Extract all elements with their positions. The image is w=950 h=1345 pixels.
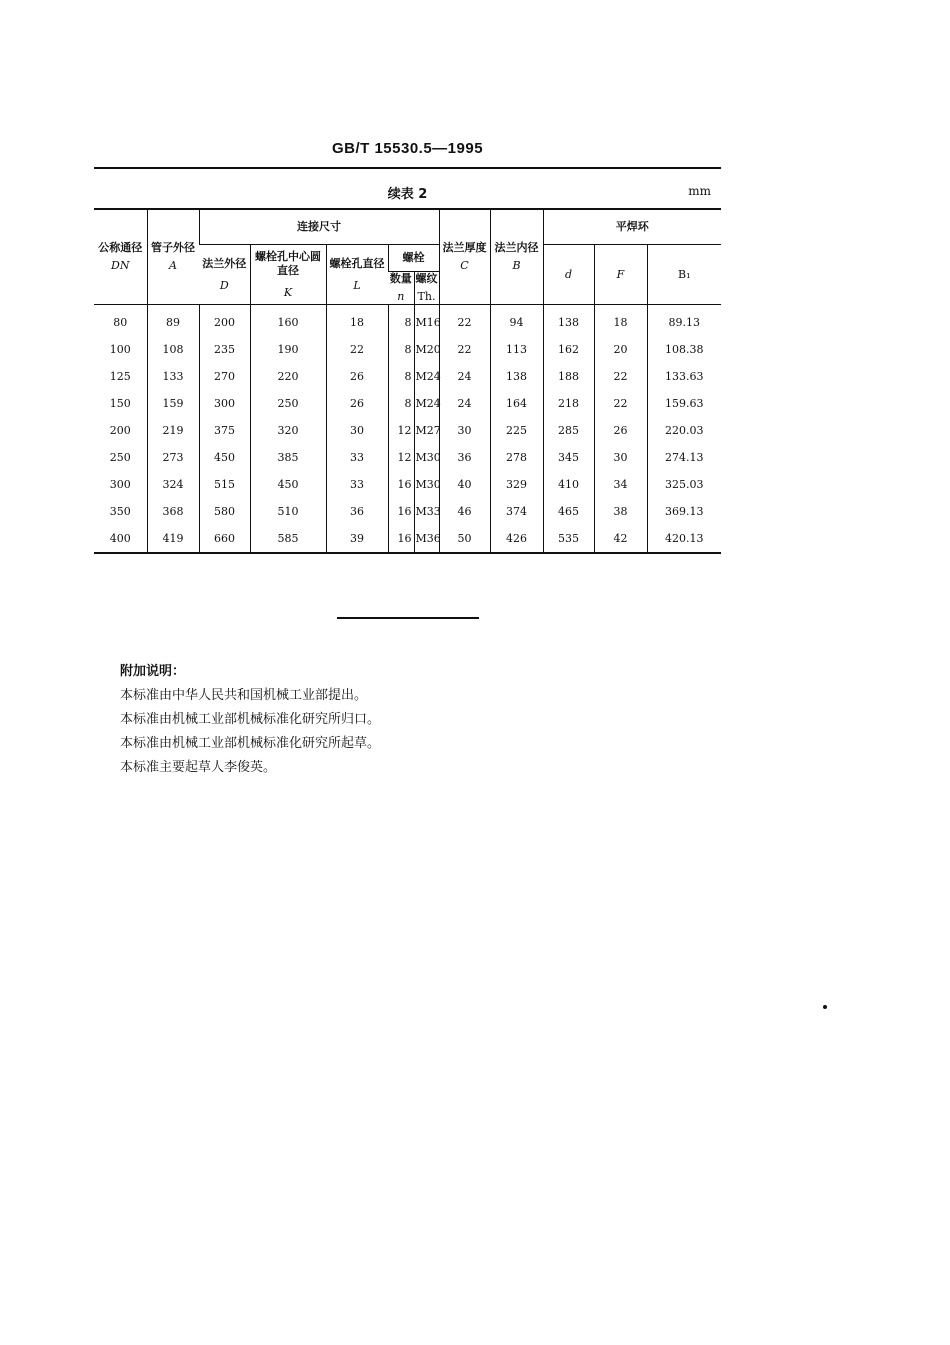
table-cell: 22	[326, 336, 388, 363]
header-flange-id: 法兰内径 B	[490, 209, 543, 305]
table-cell: M24	[414, 363, 439, 390]
table-cell: 324	[147, 471, 199, 498]
table-cell: 368	[147, 498, 199, 525]
table-cell: 138	[490, 363, 543, 390]
table-caption-title: 续表 2	[387, 187, 428, 202]
table-cell: 465	[543, 498, 594, 525]
table-cell: 159.63	[647, 390, 721, 417]
additional-notes	[120, 660, 620, 780]
table-cell: 22	[594, 390, 647, 417]
note-line: 本标准由机械工业部机械标准化研究所归口。	[120, 712, 381, 727]
table-cell: 510	[250, 498, 326, 525]
table-cell: 30	[594, 444, 647, 471]
table-cell: 89.13	[647, 305, 721, 337]
header-flange-thickness: 法兰厚度 C	[439, 209, 490, 305]
table-cell: 270	[199, 363, 250, 390]
table-cell: 329	[490, 471, 543, 498]
table-cell: 8	[388, 336, 414, 363]
note-line: 本标准由中华人民共和国机械工业部提出。	[120, 688, 368, 703]
table-cell: 20	[594, 336, 647, 363]
header-flange-od: 法兰外径 D	[199, 245, 250, 305]
table-cell: 89	[147, 305, 199, 337]
table-cell: 108.38	[647, 336, 721, 363]
table-cell: 12	[388, 417, 414, 444]
table-unit: mm	[688, 184, 711, 198]
table-cell: 450	[199, 444, 250, 471]
table-cell: 426	[490, 525, 543, 553]
table-row	[94, 444, 721, 471]
table-cell: 369.13	[647, 498, 721, 525]
header-bolt-thread: 螺纹 Th.	[415, 272, 438, 303]
table-cell: 220.03	[647, 417, 721, 444]
table-cell: 38	[594, 498, 647, 525]
table-cell: 164	[490, 390, 543, 417]
table-cell: 22	[439, 336, 490, 363]
table-cell: 273	[147, 444, 199, 471]
table-row	[94, 390, 721, 417]
table-cell: 200	[109, 424, 131, 437]
table-cell: 100	[109, 343, 131, 356]
table-cell: 133.63	[647, 363, 721, 390]
table-cell: 16	[388, 498, 414, 525]
table-cell: 159	[147, 390, 199, 417]
table-cell: M33	[414, 498, 439, 525]
table-cell: 162	[543, 336, 594, 363]
table-cell: 8	[388, 390, 414, 417]
table-cell: 8	[388, 363, 414, 390]
table-row	[94, 498, 721, 525]
table-row	[94, 525, 721, 553]
table-cell: M24	[414, 390, 439, 417]
table-row	[94, 336, 721, 363]
table-header	[94, 209, 721, 305]
table-cell: 8	[388, 305, 414, 337]
header-bolt-group: 螺栓	[388, 245, 439, 272]
table-cell: 22	[594, 363, 647, 390]
header-ring-d: d	[543, 245, 594, 305]
table-cell: 150	[109, 397, 131, 410]
table-cell: 22	[439, 305, 490, 337]
header-ring-b1: B₁	[647, 245, 721, 305]
header-ring-f: F	[594, 245, 647, 305]
standard-number: GB/T 15530.5—1995	[331, 140, 484, 157]
table-cell: 285	[543, 417, 594, 444]
table-row	[94, 363, 721, 390]
table-cell: 24	[439, 363, 490, 390]
table-caption	[94, 183, 721, 203]
table-cell: 18	[594, 305, 647, 337]
table-cell: 30	[439, 417, 490, 444]
header-bolt-count: 数量 n	[388, 272, 414, 305]
table-row	[94, 471, 721, 498]
table-cell: M27	[414, 417, 439, 444]
table-cell: 350	[109, 505, 131, 518]
table-cell: 39	[326, 525, 388, 553]
table-cell: 660	[199, 525, 250, 553]
table-cell: 345	[543, 444, 594, 471]
scan-speck	[823, 1005, 827, 1009]
table-cell: 50	[439, 525, 490, 553]
table-cell: 274.13	[647, 444, 721, 471]
table-cell: M36	[414, 525, 439, 553]
table-cell: 18	[326, 305, 388, 337]
table-cell: 419	[147, 525, 199, 553]
table-row	[94, 417, 721, 444]
table-cell: 278	[490, 444, 543, 471]
table-cell: 34	[594, 471, 647, 498]
table-cell: 80	[113, 316, 128, 329]
table-cell: 190	[250, 336, 326, 363]
table-cell: 235	[199, 336, 250, 363]
table-cell: 16	[388, 471, 414, 498]
table-cell: 535	[543, 525, 594, 553]
table-cell: 400	[109, 532, 131, 545]
table-cell: 40	[439, 471, 490, 498]
table-cell: 374	[490, 498, 543, 525]
table-cell: 138	[543, 305, 594, 337]
table-cell: 225	[490, 417, 543, 444]
table-body	[94, 305, 721, 554]
header-bolt-circle: 螺栓孔中心圆直径 K	[250, 245, 326, 305]
table-cell: 250	[250, 390, 326, 417]
table-cell: 125	[109, 370, 131, 383]
table-cell: 375	[199, 417, 250, 444]
end-rule	[337, 617, 479, 619]
table-cell: 12	[388, 444, 414, 471]
table-cell: 450	[250, 471, 326, 498]
table-cell: 33	[326, 444, 388, 471]
table-cell: 580	[199, 498, 250, 525]
table-cell: 46	[439, 498, 490, 525]
table-cell: 300	[109, 478, 131, 491]
note-line: 本标准由机械工业部机械标准化研究所起草。	[120, 736, 381, 751]
table-cell: 320	[250, 417, 326, 444]
table-cell: 33	[326, 471, 388, 498]
table-cell: 36	[439, 444, 490, 471]
table-cell: 113	[490, 336, 543, 363]
table-cell: 585	[250, 525, 326, 553]
table-cell: 250	[109, 451, 131, 464]
table-cell: 24	[439, 390, 490, 417]
table-cell: 16	[388, 525, 414, 553]
table-cell: 219	[147, 417, 199, 444]
table-cell: 30	[326, 417, 388, 444]
table-cell: M16	[414, 305, 439, 337]
table-cell: 420.13	[647, 525, 721, 553]
table-cell: 108	[147, 336, 199, 363]
table-cell: 200	[199, 305, 250, 337]
table-cell: 300	[199, 390, 250, 417]
table-row	[94, 305, 721, 337]
flange-dimension-table	[94, 208, 721, 554]
table-cell: 42	[594, 525, 647, 553]
table-cell: 160	[250, 305, 326, 337]
table-cell: 26	[326, 363, 388, 390]
header-rule	[94, 167, 721, 169]
table-cell: 325.03	[647, 471, 721, 498]
table-cell: 385	[250, 444, 326, 471]
header-connection-group: 连接尺寸	[199, 209, 439, 245]
notes-heading: 附加说明：	[120, 664, 186, 679]
table-cell: 410	[543, 471, 594, 498]
table-cell: 218	[543, 390, 594, 417]
table-cell: 133	[147, 363, 199, 390]
table-cell: 26	[594, 417, 647, 444]
table-cell: M30	[414, 471, 439, 498]
header-flat-ring-group: 平焊环	[543, 209, 721, 245]
table-cell: 26	[326, 390, 388, 417]
table-cell: 94	[490, 305, 543, 337]
header-bolt-hole-dia: 螺栓孔直径 L	[326, 245, 388, 305]
note-line: 本标准主要起草人李俊英。	[120, 760, 277, 775]
table-cell: 36	[326, 498, 388, 525]
header-dn: 公称通径 DN	[94, 209, 147, 305]
table-cell: M30	[414, 444, 439, 471]
header-pipe-od: 管子外径 A	[147, 209, 199, 305]
table-cell: 515	[199, 471, 250, 498]
table-cell: 220	[250, 363, 326, 390]
table-cell: M20	[414, 336, 439, 363]
table-cell: 188	[543, 363, 594, 390]
